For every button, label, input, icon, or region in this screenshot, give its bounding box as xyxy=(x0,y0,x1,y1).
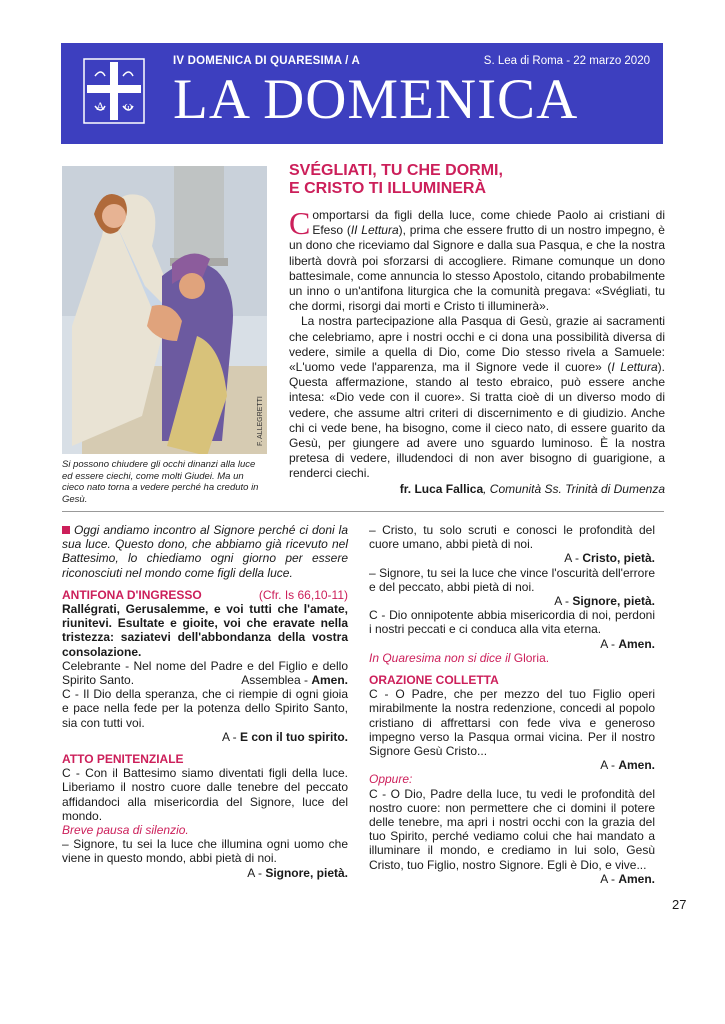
article-signature: fr. Luca Fallica, Comunità Ss. Trinità di Dumenza xyxy=(399,481,665,496)
cross-alpha-omega-logo xyxy=(83,58,145,124)
assembly-response: A - Amen. xyxy=(600,636,655,651)
assembly-response: A - Amen. xyxy=(600,871,655,886)
illustrator-credit: F. ALLEGRETTI xyxy=(257,396,264,446)
masthead xyxy=(61,43,663,144)
invocation: – Cristo, tu solo scruti e conosci le profondità del cuore umano, abbi pietà di noi. xyxy=(369,523,655,552)
orazione-colletta-heading: ORAZIONE COLLETTA xyxy=(369,673,499,688)
assembly-response: A - Signore, pietà. xyxy=(247,865,348,880)
introduction: Oggi andiamo incontro al Signore perché ci doni la sua luce. Questo dono, che abbiamo già ricevuto nel Battesimo, lo chiediamo ogni giorno per essere riconosciuti nel mondo come figli della luce. xyxy=(62,523,348,580)
drop-cap: C xyxy=(289,205,311,241)
article-title: SVÉGLIATI, TU CHE DORMI, E CRISTO TI ILLUMINERÀ xyxy=(289,162,503,197)
issue-date: S. Lea di Roma - 22 marzo 2020 xyxy=(483,55,650,67)
invocation: – Signore, tu sei la luce che vince l'oscurità dell'errore e del peccato, abbi pietà di noi. xyxy=(369,565,655,594)
celebrant-blessing: C - Il Dio della speranza, che ci riempie di ogni gioia e pace nella fede per la potenza dello Spirito Santo, sia con tutti voi. xyxy=(62,687,348,730)
illustration-caption: Si possono chiudere gli occhi dinanzi alla luce ed essere ciechi, come molti Giudei. Ma un cieco nato torna a vedere perché ha creduto in Gesù. xyxy=(62,459,259,505)
collect-prayer: C - O Padre, che per mezzo del tuo Figlio operi mirabilmente la nostra redenzione, concedi al popolo cristiano di affrettarsi con fede viva e generoso impegno verso la Pasqua ormai vicina. Per il nostro Signore Gesù Cristo... xyxy=(369,687,655,759)
celebrant-greeting: Celebrante - Nel nome del Padre e del Figlio e dello Spirito Santo. Assemblea - Amen. xyxy=(62,658,348,688)
assembly-response: A - Signore, pietà. xyxy=(554,594,655,609)
collect-prayer-alternative: C - O Dio, Padre della luce, tu vedi le profondità del nostro cuore: non permettere che ci domini il potere delle tenebre, ma apri i nostri occhi con la grazia del tuo Spirito, perché vediamo colui che hai mandato a illuminare il mondo, e crediamo in lui solo, Gesù Cristo, tuo Figlio, nostro Signore. Egli è Dio, e vive... xyxy=(369,786,655,872)
liturgy-column-left xyxy=(62,523,348,880)
article-paragraph: Comportarsi da figli della luce, come chiede Paolo ai cristiani di Efeso (II Lettura), prima che essere frutto di un nostro impegno, è un dono che riceviamo dal Signore e dalla sua Pasqua, e che la nostra libertà dovrà poi sforzarsi di accogliere. Rimane comunque un dono battesimale, come annuncia lo stesso Apostolo, citando probabilmente un inno o un'antifona liturgica che la comunità pregava: «Svégliati, tu che dormi, risorgi dai morti e Cristo ti illuminerà». xyxy=(289,205,665,314)
assembly-response: A - Amen. xyxy=(600,758,655,773)
rubric-oppure: Oppure: xyxy=(369,772,413,787)
antifona-text: Rallégrati, Gerusalemme, e voi tutti che l'amate, riunitevi. Esultate e gioite, voi che eravate nella tristezza: saziatevi dell'abbondanza della vostra consolazione. xyxy=(62,602,348,659)
article-body xyxy=(289,205,665,497)
omega-letter: ω xyxy=(124,98,133,113)
assembly-response: A - Cristo, pietà. xyxy=(564,551,655,566)
section-divider xyxy=(62,511,664,512)
liturgical-day: IV DOMENICA DI QUARESIMA / A xyxy=(173,55,361,67)
bullet-square-icon xyxy=(62,526,70,534)
liturgy-column-right xyxy=(369,523,655,886)
rubric-gloria: In Quaresima non si dice il Gloria. xyxy=(369,650,550,665)
rubric-silence: Breve pausa di silenzio. xyxy=(62,823,189,838)
page-number: 27 xyxy=(672,897,687,912)
absolution: C - Dio onnipotente abbia misericordia di noi, perdoni i nostri peccati e ci conduca alla vita eterna. xyxy=(369,608,655,637)
jesus-healing-blind-man-illustration xyxy=(62,166,267,454)
assembly-response: A - E con il tuo spirito. xyxy=(221,729,348,744)
invocation: – Signore, tu sei la luce che illumina ogni uomo che viene in questo mondo, abbi pietà di noi. xyxy=(62,837,348,866)
penitential-intro: C - Con il Battesimo siamo diventati figli della luce. Liberiamo il nostro cuore dalle tenebre del peccato affidandoci alla misericordia del Signore, luce del mondo. xyxy=(62,766,348,823)
atto-penitenziale-heading: ATTO PENITENZIALE xyxy=(62,752,184,767)
alpha-letter: A xyxy=(96,99,105,113)
article-paragraph: La nostra partecipazione alla Pasqua di Gesù, grazie ai sacramenti che celebriamo, apre i nostri occhi e ci dona una possibilità diversa di vedere, simile a quella di Dio, come Dio stesso rivela a Samuele: «L'uomo vede l'apparenza, ma il Signore vede il cuore» (I Lettura). Questa affermazione, stando al testo ebraico, può essere anche intesa: «Dio vede con il cuore». Si tratta cioè di un diverso modo di vedere, che assume altri criteri di discernimento e di giudizio. Anche chi ci vede bene, ha bisogno, come il cieco nato, di essere guarito da Gesù, per giungere ad avere uno sguardo luminoso. È la nostra pretesa di vedere, illudendoci di non aver bisogno di guarigione, a renderci ciechi. xyxy=(289,314,665,481)
magazine-title: LA DOMENICA xyxy=(173,68,579,131)
antifona-heading: ANTIFONA D'INGRESSO (Cfr. Is 66,10-11) xyxy=(62,587,348,602)
scripture-reference: (Cfr. Is 66,10-11) xyxy=(258,587,348,602)
